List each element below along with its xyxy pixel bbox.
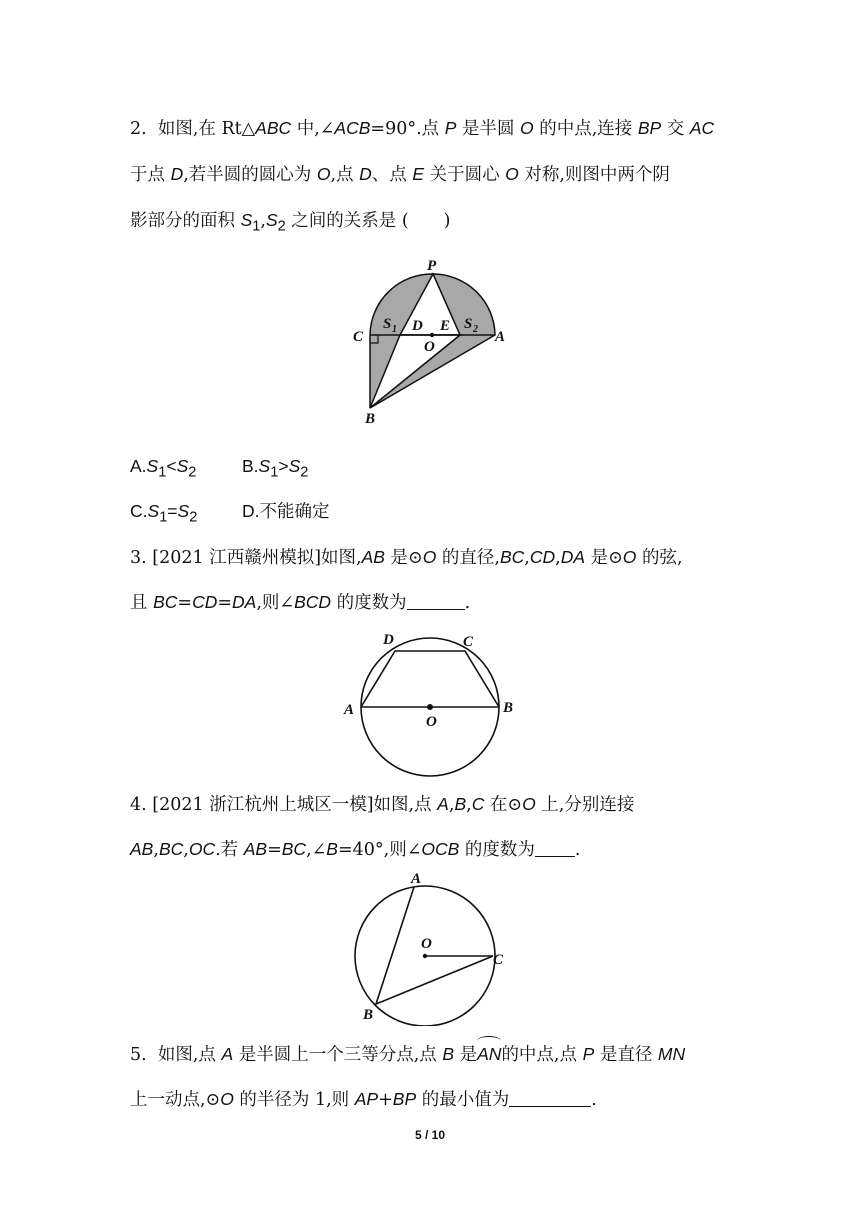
q3-label-O: O — [426, 714, 437, 730]
q5-line-2: 上一动点,⊙O 的半径为 1,则 AP+BP 的最小值为 . — [130, 1089, 597, 1110]
q2-label-C: C — [353, 329, 364, 345]
q2-option-b: $B.S_1>S_2$ — [242, 456, 309, 481]
q2-line-2: 于点 D,若半圆的圆心为 O,点 D、点 E 关于圆心 O 对称,则图中两个阴 — [130, 164, 670, 185]
q2-label-S2: S — [464, 316, 473, 332]
q3-label-C: C — [463, 634, 474, 650]
q2-label-O: O — [424, 339, 435, 355]
q2-label-B: B — [365, 411, 376, 427]
q4-line-2: AB,BC,OC.若 AB=BC,∠B=40°,则∠OCB 的度数为 . — [130, 839, 581, 860]
q3-chords — [361, 651, 499, 707]
q3-label-A: A — [344, 702, 355, 718]
q2-option-a: $A.S_1<S_2$ — [130, 456, 197, 481]
q4-line-1: 4. [2021 浙江杭州上城区一模]如图,点 A,B,C 在⊙O 上,分别连接 — [130, 794, 635, 815]
q2-line-1: 2. 如图,在 Rt△ABC 中,∠ACB=90°.点 P 是半圆 O 的中点,连接 BP 交 AC — [130, 118, 715, 139]
q4-label-A: A — [411, 871, 422, 887]
q5-line-1: 5. 如图,点 A 是半圆上一个三等分点,点 B 是AN的中点,点 P 是直径 MN — [130, 1044, 686, 1065]
q3-line-1: 3. [2021 江西赣州模拟]如图,AB 是⊙O 的直径,BC,CD,DA 是⊙O 的弦, — [130, 547, 683, 568]
q2-label-S1: S — [383, 316, 392, 332]
q2-options-row-2 — [130, 499, 330, 530]
page-number: 5 / 10 — [414, 1128, 446, 1142]
q4-label-C: C — [493, 952, 504, 968]
q2-line-3: 影部分的面积 $S_1,S_2$ 之间的关系是 ( ) — [130, 210, 451, 235]
q2-label-A: A — [495, 329, 506, 345]
q5-arc-an: AN — [477, 1044, 502, 1064]
q2-option-d: D.不能确定 — [242, 501, 330, 521]
q3-label-B: B — [503, 700, 514, 716]
q4-center-dot — [423, 954, 427, 958]
q5-answer-blank[interactable] — [509, 1088, 591, 1107]
q3-answer-blank[interactable] — [407, 591, 465, 610]
q4-chords — [376, 887, 493, 1004]
q2-label-D: D — [412, 318, 423, 334]
q4-label-B: B — [363, 1007, 374, 1023]
q2-label-P: P — [427, 258, 437, 274]
q3-label-D: D — [383, 632, 394, 648]
q2-label-S2-sub: 2 — [473, 324, 478, 335]
q3-center-dot — [427, 704, 433, 710]
q4-answer-blank[interactable] — [535, 838, 575, 857]
q2-option-c: $C.S_1=S_2$ — [130, 501, 198, 526]
q4-label-O: O — [421, 936, 432, 952]
q2-center-dot — [430, 333, 434, 337]
q2-figure — [345, 252, 515, 427]
q3-figure — [340, 628, 520, 778]
q3-line-2: 且 BC=CD=DA,则∠BCD 的度数为 . — [130, 592, 471, 613]
q4-figure — [345, 868, 520, 1026]
q2-options-row-1 — [130, 454, 309, 485]
q2-label-S1-sub: 1 — [392, 324, 397, 335]
q2-label-E: E — [440, 318, 451, 334]
